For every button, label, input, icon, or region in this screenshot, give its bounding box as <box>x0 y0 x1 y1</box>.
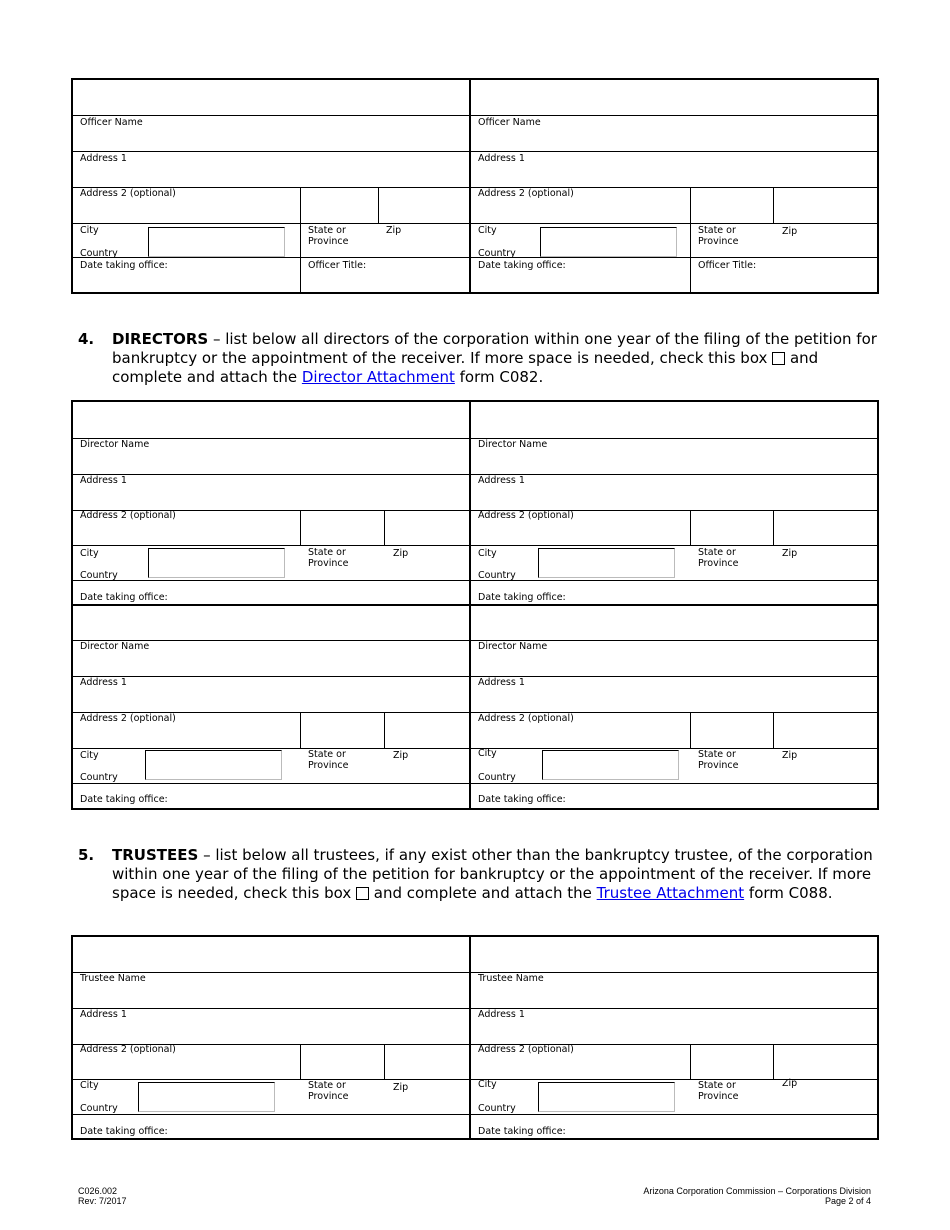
trustee-1-country-select[interactable] <box>138 1082 275 1112</box>
trustees-table <box>71 935 879 1140</box>
trustee-1-state-label: State or Province <box>308 1080 349 1102</box>
director-4-country-select[interactable] <box>542 750 679 780</box>
trustee-1-address1-label: Address 1 <box>80 1009 127 1020</box>
officer-2-title-label: Officer Title: <box>698 260 757 271</box>
director-3-address1-label: Address 1 <box>80 677 127 688</box>
director-3-address2-label: Address 2 (optional) <box>80 713 176 724</box>
director-2-country-label: Country <box>478 570 516 581</box>
revision: Rev: 7/2017 <box>78 1196 127 1206</box>
director-2-name-label: Director Name <box>478 439 548 450</box>
officer-1-country-select[interactable] <box>148 227 285 257</box>
director-2-country-select[interactable] <box>538 548 675 578</box>
director-2-state-label: State or Province <box>698 547 739 569</box>
director-1-zip-label: Zip <box>393 548 409 559</box>
officer-1-city-label: City <box>80 225 99 236</box>
trustee-2-name-label: Trustee Name <box>478 973 544 984</box>
director-1-name-label: Director Name <box>80 439 150 450</box>
trustee-1-city-label: City <box>80 1080 99 1091</box>
director-3-name-label: Director Name <box>80 641 150 652</box>
director-4-name-label: Director Name <box>478 641 548 652</box>
director-1-city-label: City <box>80 548 99 559</box>
director-1-state-label: State or Province <box>308 547 349 569</box>
director-1-date-label: Date taking office: <box>80 592 168 603</box>
director-4-date-label: Date taking office: <box>478 794 566 805</box>
officer-1-country-label: Country <box>80 248 118 259</box>
director-2-date-label: Date taking office: <box>478 592 566 603</box>
section-4-title: DIRECTORS <box>112 330 209 348</box>
trustee-1-address2-label: Address 2 (optional) <box>80 1044 176 1055</box>
officer-2-state-label: State or Province <box>698 225 739 247</box>
officer-2-blank-field[interactable] <box>471 80 877 115</box>
director-2-blank-field[interactable] <box>471 402 877 438</box>
section-4-heading: 4. DIRECTORS – list below all directors of the corporation within one year of the filing of the petition for bankruptcy or the appointment of the receiver. If more space is needed, check this box and complete and attach the Director Attachment form C082. <box>78 330 877 386</box>
officer-2-city-label: City <box>478 225 497 236</box>
director-3-blank-field[interactable] <box>73 606 469 640</box>
director-2-address2-label: Address 2 (optional) <box>478 510 574 521</box>
officer-2-date-label: Date taking office: <box>478 260 566 271</box>
officer-1-date-label: Date taking office: <box>80 260 168 271</box>
section-5-number: 5. <box>78 846 95 864</box>
trustee-1-country-label: Country <box>80 1103 118 1114</box>
director-2-address1-label: Address 1 <box>478 475 525 486</box>
officer-2-name-label: Officer Name <box>478 117 541 128</box>
trustee-1-zip-label: Zip <box>393 1082 409 1093</box>
director-4-state-label: State or Province <box>698 749 739 771</box>
director-4-address1-label: Address 1 <box>478 677 525 688</box>
director-4-city-label: City <box>478 748 497 759</box>
officer-2-country-select[interactable] <box>540 227 677 257</box>
agency-name: Arizona Corporation Commission – Corporations Division <box>643 1186 871 1196</box>
director-3-state-label: State or Province <box>308 749 349 771</box>
officer-1-blank-field[interactable] <box>73 80 469 115</box>
officer-1-title-label: Officer Title: <box>308 260 367 271</box>
director-4-blank-field[interactable] <box>471 606 877 640</box>
trustee-2-zip-label: Zip <box>782 1078 798 1089</box>
officer-table <box>71 78 879 294</box>
officer-1-address2-label: Address 2 (optional) <box>80 188 176 199</box>
director-1-blank-field[interactable] <box>73 402 469 438</box>
director-4-address2-label: Address 2 (optional) <box>478 713 574 724</box>
trustee-attachment-link[interactable]: Trustee Attachment <box>596 884 745 902</box>
director-3-city-label: City <box>80 750 99 761</box>
footer-right <box>643 1186 871 1206</box>
director-1-address2-label: Address 2 (optional) <box>80 510 176 521</box>
director-3-date-label: Date taking office: <box>80 794 168 805</box>
director-1-country-select[interactable] <box>148 548 285 578</box>
director-2-city-label: City <box>478 548 497 559</box>
officer-2-address1-label: Address 1 <box>478 153 525 164</box>
form-code: C026.002 <box>78 1186 118 1196</box>
trustee-1-blank-field[interactable] <box>73 937 469 972</box>
trustee-2-state-label: State or Province <box>698 1080 739 1102</box>
director-1-address1-label: Address 1 <box>80 475 127 486</box>
trustee-2-date-label: Date taking office: <box>478 1126 566 1137</box>
trustee-2-address1-label: Address 1 <box>478 1009 525 1020</box>
officer-2-address2-label: Address 2 (optional) <box>478 188 574 199</box>
page-number: Page 2 of 4 <box>824 1196 871 1206</box>
officer-1-name-label: Officer Name <box>80 117 143 128</box>
trustee-2-city-label: City <box>478 1079 497 1090</box>
director-3-zip-label: Zip <box>393 750 409 761</box>
trustee-2-blank-field[interactable] <box>471 937 877 972</box>
officer-2-country-label: Country <box>478 248 516 259</box>
director-4-zip-label: Zip <box>782 750 798 761</box>
director-2-zip-label: Zip <box>782 548 798 559</box>
section-5-heading: 5. TRUSTEES – list below all trustees, if any exist other than the bankruptcy trustee, of the corporation within one year of the filing of the petition for bankruptcy or the appointment of the receiver. If more space is needed, check this box and complete and attach the Trustee Attachment form C088. <box>78 846 873 902</box>
trustee-2-country-label: Country <box>478 1103 516 1114</box>
director-attachment-link[interactable]: Director Attachment <box>301 368 455 386</box>
director-3-country-label: Country <box>80 772 118 783</box>
trustee-2-country-select[interactable] <box>538 1082 675 1112</box>
officer-1-address1-label: Address 1 <box>80 153 127 164</box>
trustee-2-address2-label: Address 2 (optional) <box>478 1044 574 1055</box>
director-3-country-select[interactable] <box>145 750 282 780</box>
trustees-more-space-checkbox[interactable] <box>356 887 369 900</box>
officer-2-zip-label: Zip <box>782 226 798 237</box>
directors-more-space-checkbox[interactable] <box>772 352 785 365</box>
trustee-1-name-label: Trustee Name <box>80 973 146 984</box>
officer-1-state-label: State or Province <box>308 225 349 247</box>
section-5-title: TRUSTEES <box>112 846 199 864</box>
trustee-1-date-label: Date taking office: <box>80 1126 168 1137</box>
footer-left <box>78 1186 127 1206</box>
section-4-number: 4. <box>78 330 95 348</box>
directors-table <box>71 400 879 810</box>
officer-1-zip-label: Zip <box>386 225 402 236</box>
director-4-country-label: Country <box>478 772 516 783</box>
director-1-country-label: Country <box>80 570 118 581</box>
